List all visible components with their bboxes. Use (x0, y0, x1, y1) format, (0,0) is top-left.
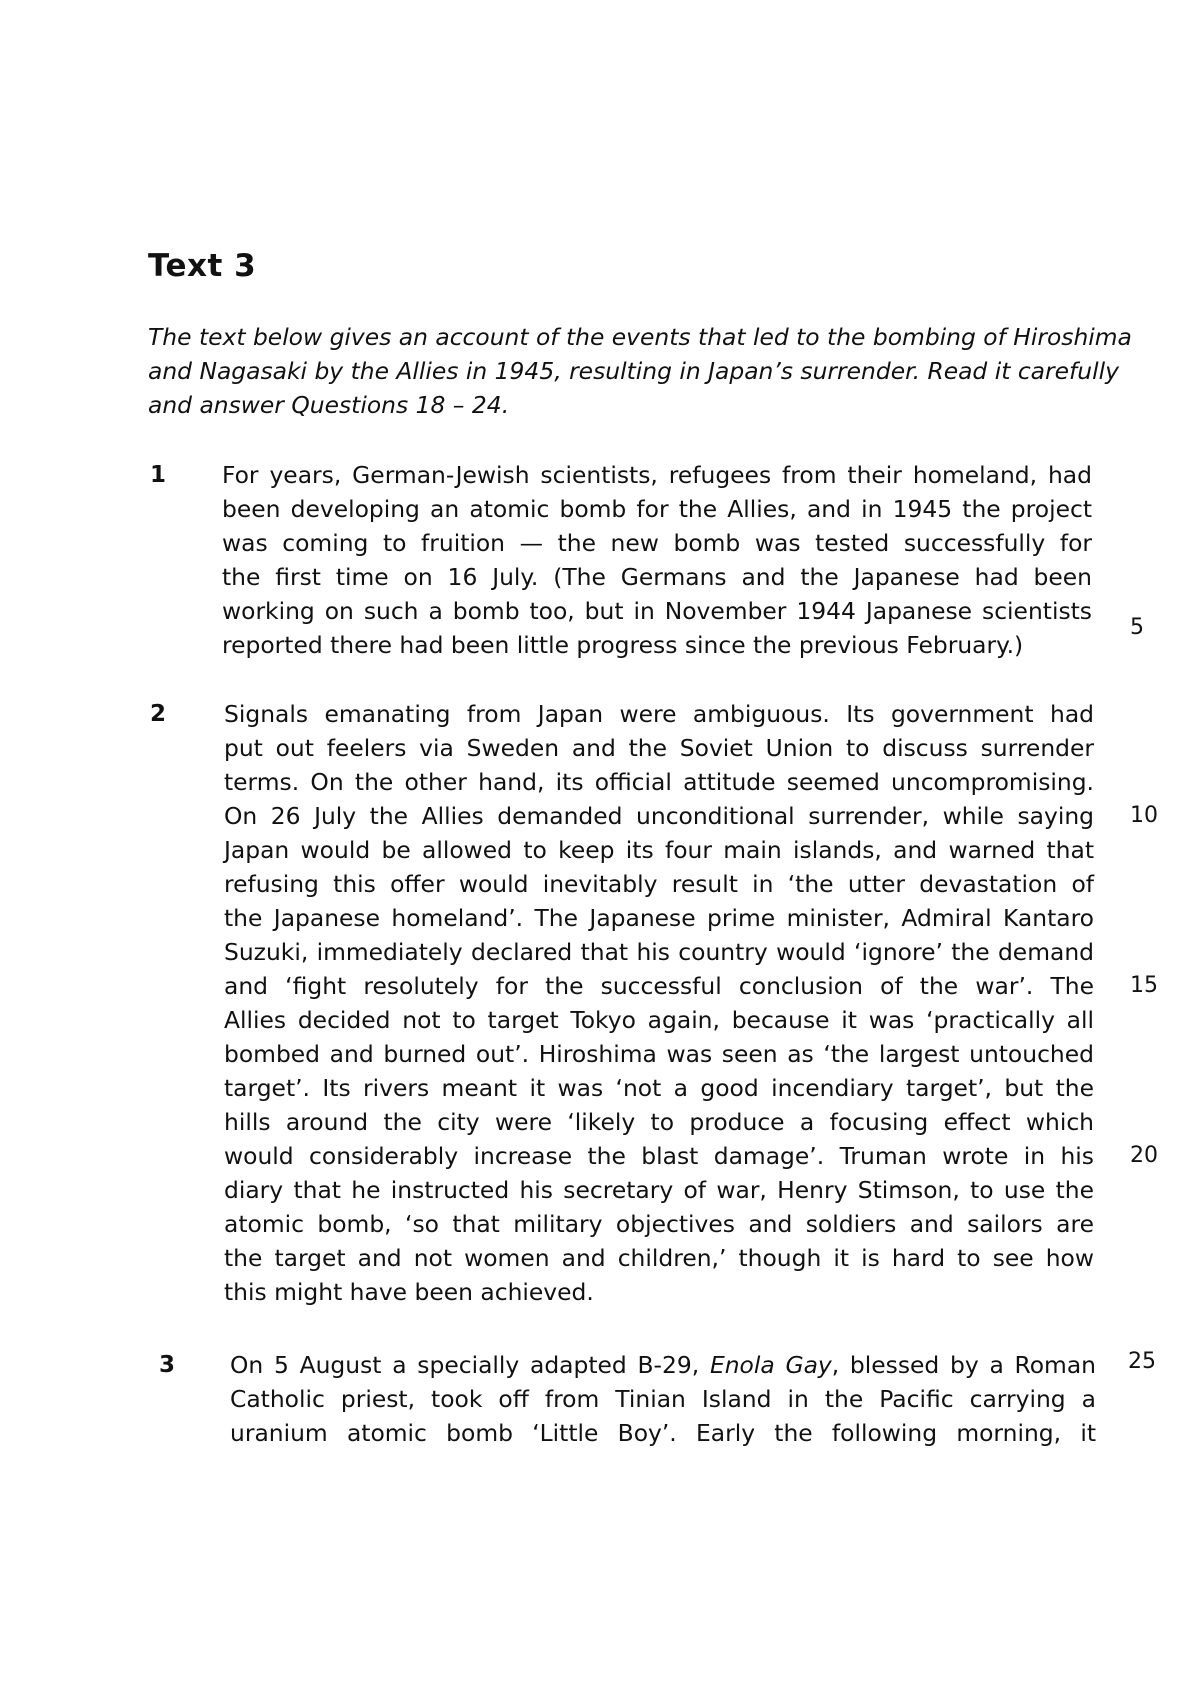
text-line: Allies decided not to target Tokyo again, because it was ‘practically all (224, 1006, 1094, 1034)
text-line: would considerably increase the blast damage’. Truman wrote in his (224, 1142, 1094, 1170)
text-line: On 26 July the Allies demanded unconditional surrender, while saying (224, 802, 1094, 830)
text-line: was coming to fruition — the new bomb was tested successfully for (222, 529, 1092, 557)
paragraph-body (224, 697, 1094, 1309)
text-line: Catholic priest, took off from Tinian Island in the Pacific carrying a (230, 1385, 1096, 1413)
text-line: atomic bomb, ‘so that military objectives and soldiers and sailors are (224, 1210, 1094, 1238)
text-line: and ‘fight resolutely for the successful conclusion of the war’. The (224, 972, 1094, 1000)
intro-line: and Nagasaki by the Allies in 1945, resulting in Japan’s surrender. Read it carefully (148, 357, 1119, 385)
intro-line: and answer Questions 18 – 24. (148, 391, 510, 419)
text-line: the first time on 16 July. (The Germans and the Japanese had been (222, 563, 1092, 591)
text-line: hills around the city were ‘likely to produce a focusing effect which (224, 1108, 1094, 1136)
line-number: 25 (1128, 1349, 1156, 1374)
text-line: put out feelers via Sweden and the Soviet Union to discuss surrender (224, 734, 1094, 762)
text-line (230, 1348, 1096, 1382)
text-heading: Text 3 (148, 248, 257, 284)
text-fragment: , blessed by a Roman (831, 1351, 1096, 1379)
text-line: Signals emanating from Japan were ambiguous. Its government had (224, 700, 1094, 728)
text-line: reported there had been little progress since the previous February.) (222, 631, 1024, 659)
text-line: the target and not women and children,’ though it is hard to see how (224, 1244, 1094, 1272)
text-line: uranium atomic bomb ‘Little Boy’. Early the following morning, it (230, 1419, 1096, 1447)
line-number: 5 (1130, 615, 1144, 640)
text-line: terms. On the other hand, its official attitude seemed uncompromising. (224, 768, 1094, 796)
intro-text (148, 320, 1132, 422)
text-line: For years, German-Jewish scientists, refugees from their homeland, had (222, 461, 1092, 489)
text-line: the Japanese homeland’. The Japanese prime minister, Admiral Kantaro (224, 904, 1094, 932)
text-fragment: On 5 August a specially adapted B-29, (230, 1351, 710, 1379)
text-line: target’. Its rivers meant it was ‘not a good incendiary target’, but the (224, 1074, 1094, 1102)
paragraph-body (230, 1348, 1096, 1450)
text-line: refusing this offer would inevitably result in ‘the utter devastation of (224, 870, 1094, 898)
text-line: working on such a bomb too, but in November 1944 Japanese scientists (222, 597, 1092, 625)
line-number: 10 (1130, 803, 1158, 828)
paragraph-number: 2 (150, 701, 167, 727)
paragraph-number: 3 (159, 1352, 176, 1378)
paragraph-body (222, 458, 1092, 662)
text-line: bombed and burned out’. Hiroshima was seen as ‘the largest untouched (224, 1040, 1094, 1068)
text-line: diary that he instructed his secretary of war, Henry Stimson, to use the (224, 1176, 1094, 1204)
text-line: Suzuki, immediately declared that his country would ‘ignore’ the demand (224, 938, 1094, 966)
text-line: Japan would be allowed to keep its four main islands, and warned that (224, 836, 1094, 864)
paragraph-number: 1 (150, 462, 167, 488)
ship-name: Enola Gay (709, 1351, 832, 1379)
text-line: been developing an atomic bomb for the Allies, and in 1945 the project (222, 495, 1092, 523)
line-number: 20 (1130, 1143, 1158, 1168)
text-line: this might have been achieved. (224, 1278, 594, 1306)
line-number: 15 (1130, 973, 1158, 998)
intro-line: The text below gives an account of the events that led to the bombing of Hiroshima (148, 323, 1132, 351)
